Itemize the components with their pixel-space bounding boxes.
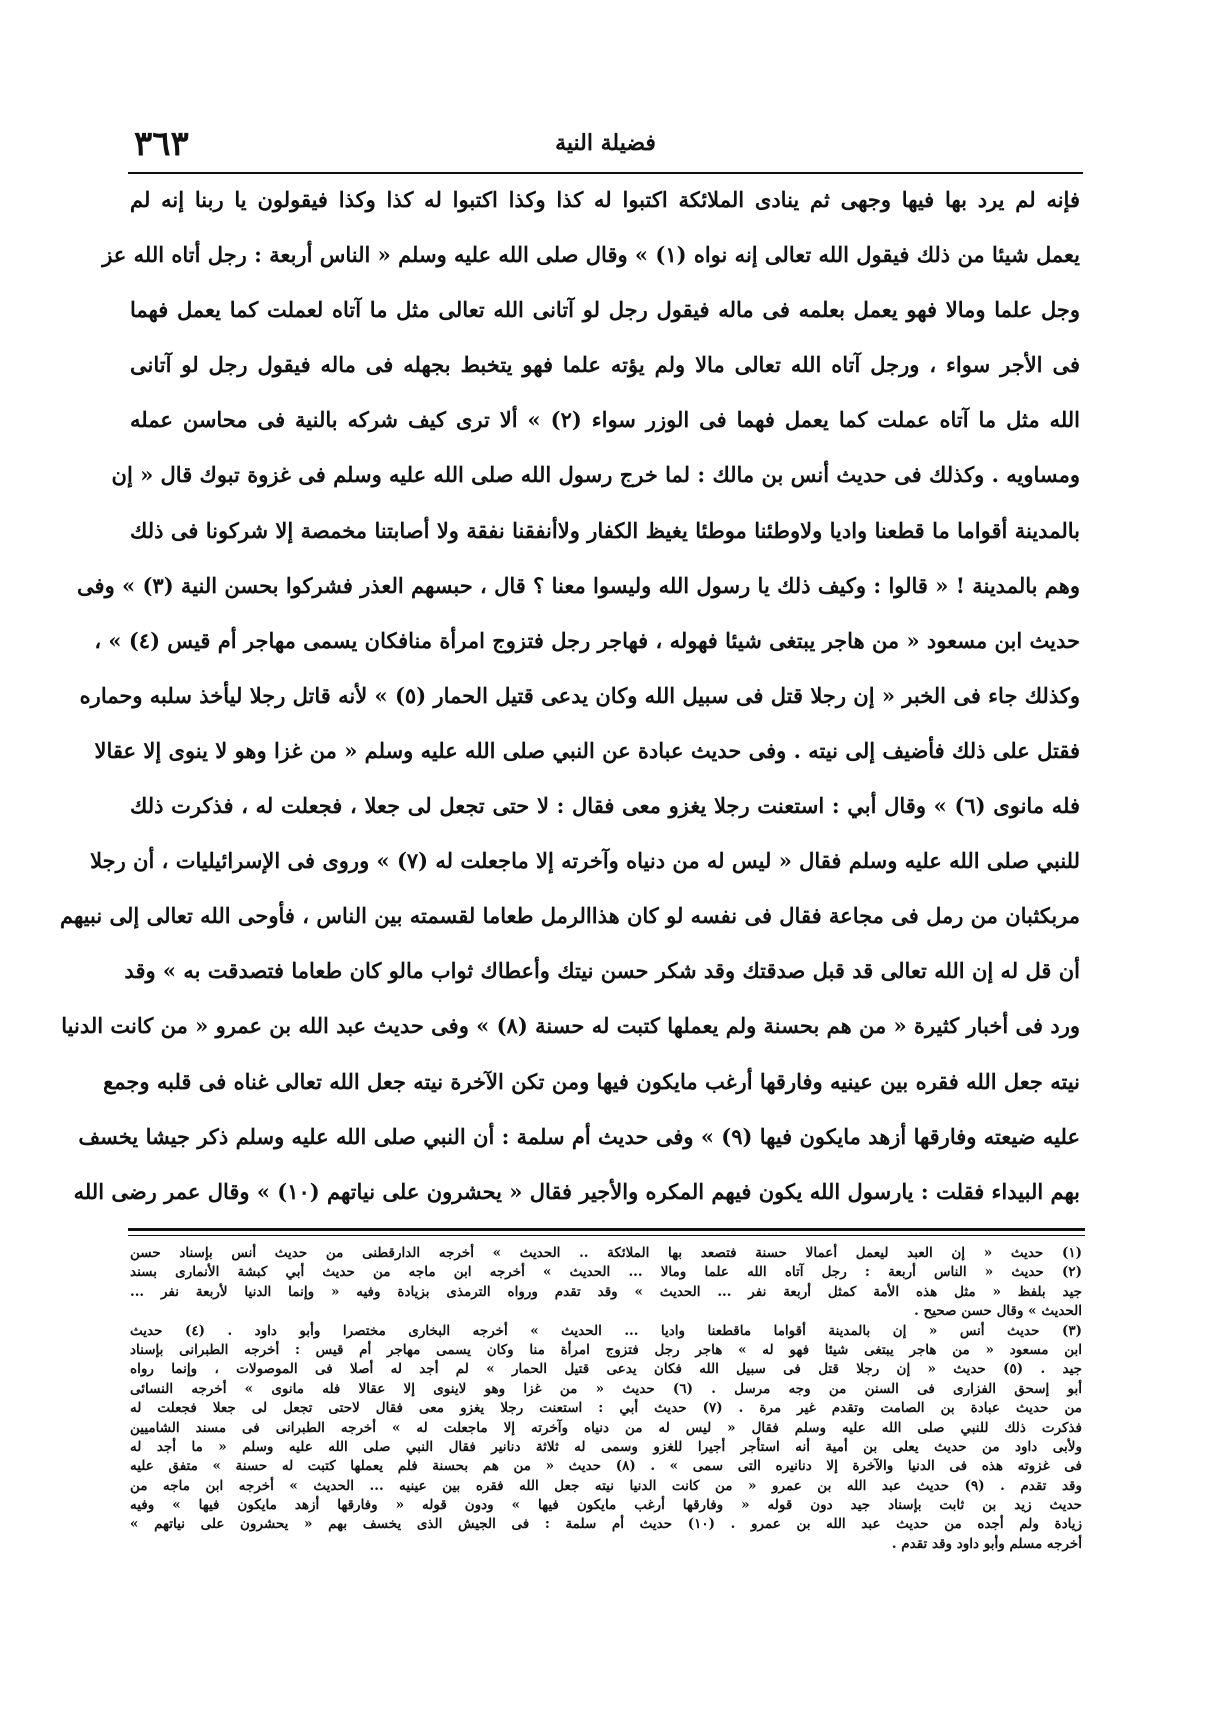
text-line: وهم بالمدينة ! « قالوا : وكيف ذلك يا رسول الله وليسوا معنا ؟ قال ، حبسهم العذر فشركوا بحسن النية (٣) » وفى bbox=[77, 572, 1080, 598]
running-title: فضيلة النية bbox=[555, 130, 656, 156]
footnote-separator bbox=[128, 1228, 1085, 1236]
text-line: للنبي صلى الله عليه وسلم فقال « ليس له من دنياه وآخرته إلا ماجعلت له (٧) » وروى فى الإسرائيليات ، أن رجلا bbox=[90, 848, 1080, 874]
text-line: بالمدينة أقواما ما قطعنا واديا ولاوطئنا موطئا يغيظ الكفار ولاأنفقنا نفقة ولا أصابتنا مخمصة إلا شركونا فى ذلك bbox=[130, 517, 1080, 543]
footnote-line: حديث زيد بن ثابت بإسناد جيد دون قوله « وفارقها أرغب مايكون فيها » ودون قوله « وفارقها أزهد مايكون فيها » وفيه bbox=[130, 1497, 1082, 1514]
footnote-line: أبو إسحق الفزارى فى السنن من وجه مرسل . (٦) حديث « من غزا وهو لاينوى إلا عقالا فله مانوى » أخرجه النسائى bbox=[130, 1380, 1082, 1397]
footnote-line: (٢) حديث « الناس أربعة : رجل آتاه الله علما ومالا ... الحديث » أخرجه ابن ماجه من حديث أبي كبشة الأنمارى بسند bbox=[130, 1264, 1082, 1281]
footnote-line: من حديث عبادة بن الصامت وتقدم غير مرة . (٧) حديث أبي : استعنت رجلا يغزو معى فقال لاحتى تجعل لى جعلا فجعلت له bbox=[130, 1400, 1082, 1417]
footnote-line: ابن مسعود « من هاجر يبتغى شيئا فهو له » هاجر رجل فتزوج امرأة منا وكان يسمى مهاجر أم قيس : أخرجه الطبرانى بإسناد bbox=[130, 1341, 1082, 1358]
text-line: وجل علما ومالا فهو يعمل بعلمه فى ماله فيقول رجل لو آتانى الله تعالى مثل ما آتاه لعملت كما يعمل فهما bbox=[130, 297, 1080, 323]
page-number: ٣٦٣ bbox=[134, 124, 189, 164]
footnote-line: جيد بلفظ « مثل هذه الأمة كمثل أربعة نفر ... الحديث » وقد تقدم ورواه الترمذى بزيادة وفيه « وإنما الدنيا لأربعة نفر ... bbox=[130, 1283, 1082, 1300]
header-rule bbox=[128, 172, 1083, 174]
text-line: أن قل له إن الله تعالى قد قبل صدقتك وقد شكر حسن نيتك وأعطاك ثواب مالو كان طعاما فتصدقت به » وقد bbox=[124, 958, 1080, 984]
text-line: مربكثبان من رمل فى مجاعة فقال فى نفسه لو كان هذاالرمل طعاما لقسمته بين الناس ، فأوحى الله تعالى إلى نبيهم bbox=[60, 903, 1080, 929]
text-line: وكذلك جاء فى الخبر « إن رجلا قتل فى سبيل الله وكان يدعى قتيل الحمار (٥) » لأنه قاتل رجلا ليأخذ سلبه وحماره bbox=[79, 682, 1080, 708]
text-line: فقتل على ذلك فأضيف إلى نيته . وفى حديث عبادة عن النبي صلى الله عليه وسلم « من غزا وهو لا ينوى إلا عقالا bbox=[94, 737, 1080, 763]
text-line: فى الأجر سواء ، ورجل آتاه الله تعالى مالا ولم يؤته علما فهو يتخبط بجهله فى ماله فيقول رجل لو آتانى bbox=[130, 352, 1080, 378]
text-line: الله مثل ما آتاه عملت كما يعمل فهما فى الوزر سواء (٢) » ألا ترى كيف شركه بالنية فى محاسن عمله bbox=[130, 407, 1080, 433]
footnote-line: ولأبى داود من حديث يعلى بن أمية أنه استأجر أجيرا للغزو وسمى له ثلاثة دنانير فقال النبي صلى الله عليه وسلم « ما أجد له bbox=[130, 1438, 1082, 1455]
footnote-line: الحديث » وقال حسن صحيح . bbox=[914, 1303, 1082, 1320]
text-line: يعمل شيئا من ذلك فيقول الله تعالى إنه نواه (١) » وقال صلى الله عليه وسلم « الناس أربعة : رجل أتاه الله عز bbox=[102, 242, 1080, 268]
footnote-line: وقد تقدم . (٩) حديث عبد الله بن عمرو « من كانت الدنيا نيته جعل الله فقره بين عينيه ... الحديث » أخرجه ابن ماجه من bbox=[130, 1477, 1083, 1494]
footnote-line: زيادة ولم أجده من حديث عبد الله بن عمرو . (١٠) حديث أم سلمة : فى الجيش الذى يخسف بهم « يحشرون على نياتهم » bbox=[130, 1516, 1082, 1533]
footnote-line: فذكرت ذلك للنبي صلى الله عليه وسلم فقال « ليس له من دنياه وآخرته إلا ماجعلت له » أخرجه الطبرانى فى مسند الشاميين bbox=[130, 1419, 1082, 1436]
text-line: ومساويه . وكذلك فى حديث أنس بن مالك : لما خرج رسول الله صلى الله عليه وسلم فى غزوة تبوك قال « إن bbox=[111, 462, 1080, 488]
footnote-line: جيد . (٥) حديث « إن رجلا قتل فى سبيل الله فكان يدعى قتيل الحمار » لم أجد له أصلا فى الموصولات ، وإنما رواه bbox=[130, 1361, 1082, 1378]
text-line: عليه ضيعته وفارقها أزهد مايكون فيها (٩) » وفى حديث أم سلمة : أن النبي صلى الله عليه وسلم ذكر جيشا يخسف bbox=[78, 1123, 1080, 1149]
text-line: ورد فى أخبار كثيرة « من هم بحسنة ولم يعملها كتبت له حسنة (٨) » وفى حديث عبد الله بن عمرو « من كانت الدنيا bbox=[61, 1013, 1080, 1039]
text-line: حديث ابن مسعود « من هاجر يبتغى شيئا فهوله ، فهاجر رجل فتزوج امرأة منافكان يسمى مهاجر أم قيس (٤) » ، bbox=[94, 627, 1080, 653]
text-line: فإنه لم يرد بها فيها وجهى ثم ينادى الملائكة اكتبوا له كذا وكذا اكتبوا له كذا وكذا فيقولون يا ربنا إنه لم bbox=[130, 187, 1080, 212]
text-line: نيته جعل الله فقره بين عينيه وفارقها أرغب مايكون فيها ومن تكن الآخرة نيته جعل الله تعالى غناه فى قلبه وجمع bbox=[103, 1068, 1080, 1094]
page-header bbox=[128, 124, 1083, 168]
footnote-line: (٣) حديث أنس « إن بالمدينة أقواما ماقطعنا واديا ... الحديث » أخرجه البخارى مختصرا وأبو داود . (٤) حديث bbox=[130, 1322, 1082, 1339]
text-line: فله مانوى (٦) » وقال أبي : استعنت رجلا يغزو معى فقال : لا حتى تجعل لى جعلا ، فجعلت له ، فذكرت ذلك bbox=[130, 793, 1080, 819]
footnote-line: فى غزوته هذه فى الدنيا والآخرة إلا دنانيره التى سمى » . (٨) حديث « من هم بحسنة فلم يعملها كتبت له حسنة » متفق عليه bbox=[130, 1458, 1082, 1475]
footnotes bbox=[130, 1244, 1082, 1554]
main-text bbox=[60, 178, 1080, 1225]
footnote-line: (١) حديث « إن العبد ليعمل أعمالا حسنة فتصعد بها الملائكة .. الحديث » أخرجه الدارقطنى من حديث أنس بإسناد حسن bbox=[130, 1245, 1082, 1261]
text-line: بهم البيداء فقلت : يارسول الله يكون فيهم المكره والأجير فقال « يحشرون على نياتهم (١٠) » وقال عمر رضى الله bbox=[73, 1178, 1080, 1204]
footnote-line: أخرجه مسلم وأبو داود وقد تقدم . bbox=[891, 1535, 1082, 1552]
